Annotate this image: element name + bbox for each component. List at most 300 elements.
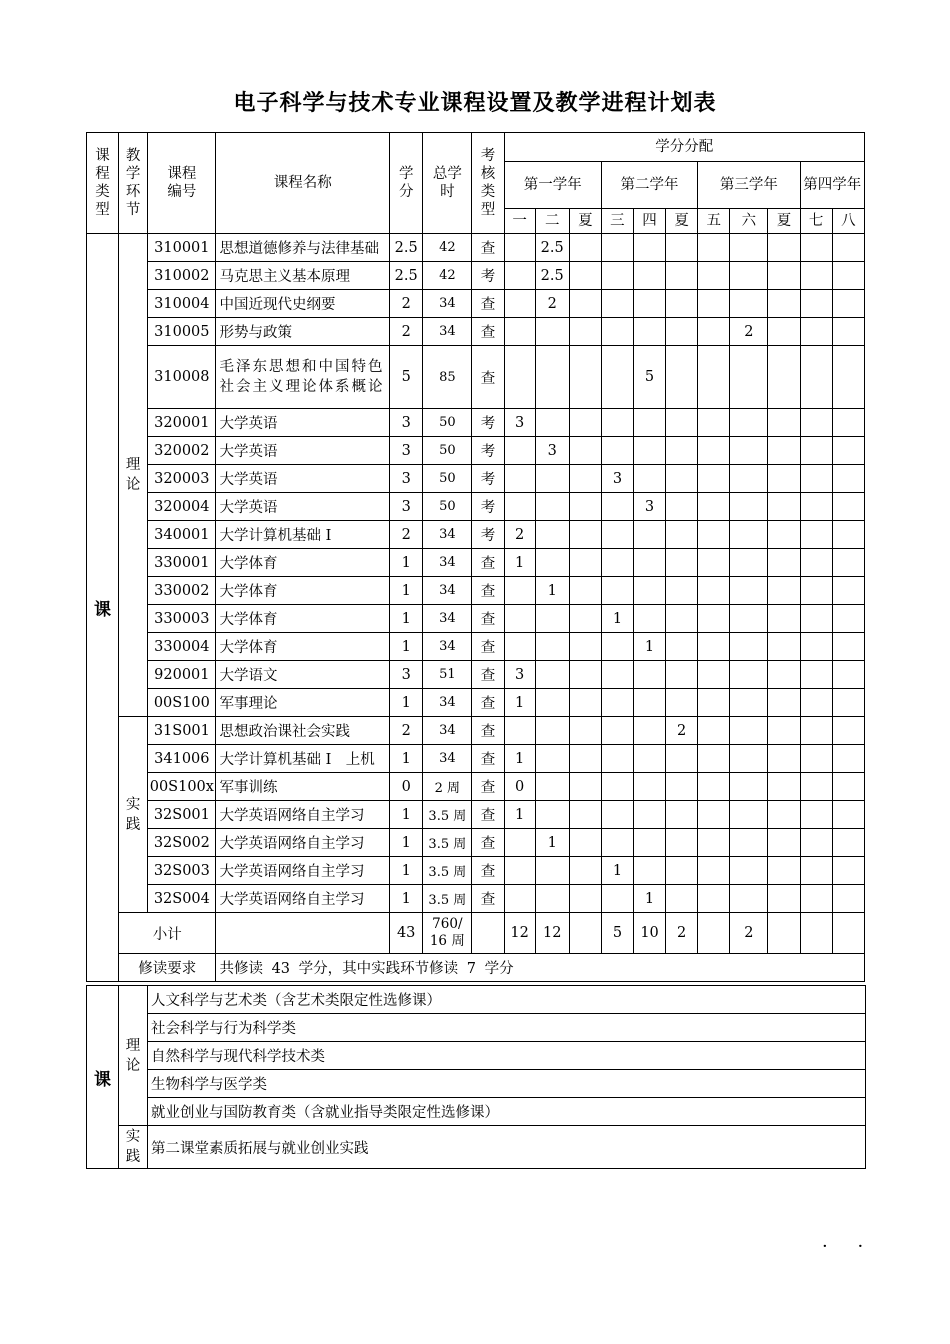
term-credit [768,801,800,829]
header-term: 八 [832,209,864,234]
term-credit [698,829,730,857]
course-name: 毛泽东思想和中国特色社会主义理论体系概论 [216,346,390,409]
term-credit: 1 [601,605,633,633]
term-credit [633,661,665,689]
term-credit [569,234,601,262]
requirement-text: 共修读 43 学分，其中实践环节修读 7 学分 [216,954,865,982]
page-title: 电子科学与技术专业课程设置及教学进程计划表 [233,91,717,116]
course-exam: 考 [472,465,504,493]
term-credit [800,290,832,318]
subtotal-term: 5 [601,913,633,954]
term-credit [601,633,633,661]
term-credit [730,745,768,773]
header-term: 二 [535,209,569,234]
course-name: 军事理论 [216,689,390,717]
term-credit [768,521,800,549]
term-credit [504,346,535,409]
term-credit [800,521,832,549]
course-exam: 查 [472,346,504,409]
term-credit [832,290,864,318]
term-credit [504,885,535,913]
course-name: 大学语文 [216,661,390,689]
elective-row [87,1070,866,1098]
term-credit [832,689,864,717]
course-hours: 50 [423,493,472,521]
course-hours: 34 [423,577,472,605]
course-code: 320004 [148,493,216,521]
term-credit [666,549,698,577]
course-credit: 1 [390,633,423,661]
term-credit [569,577,601,605]
term-credit [633,521,665,549]
header-year1: 第一学年 [504,162,601,209]
term-credit [832,633,864,661]
term-credit [698,605,730,633]
header-exam-type: 考核类型 [472,133,504,234]
course-hours: 42 [423,234,472,262]
term-credit [698,549,730,577]
term-credit: 1 [535,577,569,605]
term-credit [535,717,569,745]
course-type-label: 课 [87,234,119,982]
term-credit [535,549,569,577]
course-credit: 3 [390,465,423,493]
term-credit [666,857,698,885]
term-credit [666,318,698,346]
course-row [87,829,865,857]
course-credit: 2 [390,290,423,318]
term-credit [768,689,800,717]
term-credit [730,689,768,717]
term-credit [768,465,800,493]
subtotal-term [698,913,730,954]
term-credit [768,745,800,773]
term-credit [504,234,535,262]
term-credit [569,318,601,346]
term-credit [832,717,864,745]
course-row [87,234,865,262]
term-credit [601,346,633,409]
header-total-hours: 总学时 [423,133,472,234]
course-exam: 查 [472,577,504,605]
course-credit: 2.5 [390,234,423,262]
term-credit [832,829,864,857]
term-credit [698,234,730,262]
course-row [87,689,865,717]
term-credit [768,437,800,465]
course-hours: 34 [423,745,472,773]
term-credit [698,885,730,913]
term-credit [768,633,800,661]
header-term: 夏 [666,209,698,234]
term-credit [601,521,633,549]
term-credit: 1 [633,633,665,661]
term-credit [832,577,864,605]
term-credit [633,801,665,829]
course-credit: 0 [390,773,423,801]
term-credit [535,745,569,773]
term-credit: 2 [504,521,535,549]
term-credit [730,885,768,913]
term-credit [800,549,832,577]
course-code: 330001 [148,549,216,577]
course-credit: 1 [390,745,423,773]
course-hours: 51 [423,661,472,689]
course-code: 330002 [148,577,216,605]
header-term: 六 [730,209,768,234]
term-credit [601,885,633,913]
term-credit [730,549,768,577]
course-row [87,745,865,773]
course-row [87,290,865,318]
term-credit: 1 [535,829,569,857]
course-hours: 34 [423,521,472,549]
term-credit [768,885,800,913]
elective-table [86,985,866,1169]
term-credit [569,290,601,318]
term-credit [666,437,698,465]
course-name: 形势与政策 [216,318,390,346]
header-term: 五 [698,209,730,234]
course-code: 310005 [148,318,216,346]
term-credit: 2 [535,290,569,318]
course-exam: 考 [472,437,504,465]
term-credit [504,318,535,346]
term-credit [601,549,633,577]
course-exam: 考 [472,262,504,290]
term-credit [730,633,768,661]
term-credit [666,633,698,661]
course-code: 320002 [148,437,216,465]
elective-row [87,1098,866,1126]
term-credit [698,409,730,437]
term-credit [832,465,864,493]
course-exam: 查 [472,318,504,346]
term-credit [800,262,832,290]
term-credit [768,318,800,346]
course-exam: 查 [472,290,504,318]
term-credit: 1 [504,549,535,577]
course-code: 32S002 [148,829,216,857]
course-code: 00S100 [148,689,216,717]
term-credit [601,290,633,318]
course-name: 大学体育 [216,577,390,605]
header-course-type: 课程类型 [87,133,119,234]
term-credit: 1 [504,745,535,773]
term-credit [730,801,768,829]
term-credit [832,521,864,549]
term-credit [768,409,800,437]
term-credit [504,605,535,633]
term-credit: 5 [633,346,665,409]
term-credit [666,346,698,409]
term-credit [535,493,569,521]
elective-item: 生物科学与医学类 [148,1070,866,1098]
course-code: 310001 [148,234,216,262]
course-exam: 查 [472,549,504,577]
term-credit [800,773,832,801]
course-hours: 50 [423,437,472,465]
term-credit [633,465,665,493]
course-row [87,409,865,437]
course-credit: 1 [390,605,423,633]
term-credit [800,409,832,437]
term-credit [730,717,768,745]
course-row [87,493,865,521]
term-credit [535,773,569,801]
term-credit: 0 [504,773,535,801]
term-credit [666,465,698,493]
term-credit [800,689,832,717]
course-credit: 1 [390,577,423,605]
course-row [87,577,865,605]
elective-item: 自然科学与现代科学技术类 [148,1042,866,1070]
term-credit: 1 [504,801,535,829]
term-credit [601,801,633,829]
course-row [87,346,865,409]
course-exam: 查 [472,745,504,773]
header-year4: 第四学年 [800,162,864,209]
subtotal-term: 12 [504,913,535,954]
term-credit [666,885,698,913]
course-row [87,605,865,633]
course-row [87,773,865,801]
course-hours: 3.5 周 [423,829,472,857]
subtotal-term [800,913,832,954]
header-term: 夏 [569,209,601,234]
course-exam: 查 [472,633,504,661]
term-credit: 2.5 [535,234,569,262]
course-exam: 查 [472,885,504,913]
course-exam: 查 [472,773,504,801]
subtotal-row [87,913,865,954]
course-exam: 查 [472,717,504,745]
course-name: 大学英语网络自主学习 [216,801,390,829]
term-credit [569,465,601,493]
term-credit [800,437,832,465]
elective-practice-label: 实践 [119,1126,148,1169]
term-credit [504,262,535,290]
course-credit: 3 [390,661,423,689]
course-name: 大学英语网络自主学习 [216,829,390,857]
course-code: 32S003 [148,857,216,885]
term-credit [569,409,601,437]
term-credit [504,290,535,318]
term-credit [698,717,730,745]
term-credit [698,689,730,717]
term-credit: 1 [601,857,633,885]
subtotal-empty [216,913,390,954]
course-name: 思想道德修养与法律基础 [216,234,390,262]
elective-row [87,986,866,1014]
term-credit [666,829,698,857]
term-credit [832,773,864,801]
term-credit [601,717,633,745]
term-credit [633,234,665,262]
course-code: 310008 [148,346,216,409]
term-credit [633,773,665,801]
term-credit [832,493,864,521]
term-credit [800,633,832,661]
course-hours: 85 [423,346,472,409]
course-row [87,801,865,829]
course-row [87,717,865,745]
course-hours: 50 [423,409,472,437]
header-teaching-link: 教学环节 [119,133,148,234]
header-course-name: 课程名称 [216,133,390,234]
course-plan-table [86,132,865,982]
term-credit [730,521,768,549]
term-credit [666,290,698,318]
course-code: 00S100x [148,773,216,801]
term-credit [666,605,698,633]
term-credit [730,493,768,521]
term-credit [800,318,832,346]
term-credit [633,262,665,290]
term-credit [768,661,800,689]
term-credit [832,549,864,577]
course-hours: 34 [423,633,472,661]
course-row [87,318,865,346]
subtotal-term [569,913,601,954]
term-credit [633,409,665,437]
term-credit [504,577,535,605]
course-credit: 2 [390,521,423,549]
term-credit [666,493,698,521]
term-credit [730,857,768,885]
term-credit [633,290,665,318]
course-row [87,437,865,465]
course-credit: 1 [390,885,423,913]
course-credit: 3 [390,493,423,521]
term-credit [633,745,665,773]
term-credit [800,829,832,857]
term-credit [768,857,800,885]
term-credit [601,661,633,689]
course-hours: 34 [423,549,472,577]
term-credit [698,773,730,801]
course-row [87,885,865,913]
term-credit [800,234,832,262]
term-credit [666,521,698,549]
term-credit [535,318,569,346]
term-credit [504,493,535,521]
term-credit [768,773,800,801]
term-credit [504,857,535,885]
term-credit [832,745,864,773]
term-credit [730,409,768,437]
theory-link-label: 理论 [119,234,148,717]
elective-type-label: 课 [87,986,119,1169]
header-credit: 学分 [390,133,423,234]
term-credit [569,829,601,857]
term-credit [601,493,633,521]
course-credit: 1 [390,829,423,857]
term-credit [535,661,569,689]
term-credit: 3 [504,661,535,689]
subtotal-exam-empty [472,913,504,954]
term-credit: 2.5 [535,262,569,290]
course-hours: 3.5 周 [423,801,472,829]
course-hours: 2 周 [423,773,472,801]
elective-item: 第二课堂素质拓展与就业创业实践 [148,1126,866,1169]
term-credit [569,633,601,661]
term-credit [601,577,633,605]
term-credit [666,801,698,829]
course-code: 330004 [148,633,216,661]
course-credit: 1 [390,689,423,717]
term-credit [504,633,535,661]
term-credit: 2 [666,717,698,745]
course-exam: 查 [472,234,504,262]
subtotal-term: 2 [730,913,768,954]
term-credit [535,689,569,717]
elective-row [87,1042,866,1070]
header-term: 四 [633,209,665,234]
course-exam: 查 [472,801,504,829]
course-name: 大学英语 [216,437,390,465]
term-credit [569,717,601,745]
term-credit [633,829,665,857]
course-name: 大学体育 [216,633,390,661]
course-name: 大学计算机基础 I 上机 [216,745,390,773]
term-credit [633,717,665,745]
course-row [87,549,865,577]
term-credit [730,346,768,409]
term-credit [601,262,633,290]
header-term: 三 [601,209,633,234]
term-credit [601,745,633,773]
course-hours: 34 [423,290,472,318]
term-credit [730,661,768,689]
term-credit [768,493,800,521]
term-credit [800,493,832,521]
course-name: 大学体育 [216,549,390,577]
term-credit [730,437,768,465]
term-credit [768,829,800,857]
course-exam: 查 [472,605,504,633]
term-credit [698,633,730,661]
course-credit: 1 [390,549,423,577]
header-year3: 第三学年 [698,162,800,209]
course-hours: 3.5 周 [423,885,472,913]
term-credit [800,465,832,493]
header-course-code: 课程编号 [148,133,216,234]
subtotal-term: 12 [535,913,569,954]
requirement-row [87,954,865,982]
course-hours: 34 [423,605,472,633]
course-name: 大学英语网络自主学习 [216,885,390,913]
term-credit [730,829,768,857]
term-credit [633,549,665,577]
course-code: 320001 [148,409,216,437]
term-credit [666,234,698,262]
term-credit [633,437,665,465]
term-credit [535,857,569,885]
elective-row [87,1014,866,1042]
term-credit: 3 [633,493,665,521]
term-credit [730,262,768,290]
term-credit [832,318,864,346]
elective-item: 就业创业与国防教育类（含就业指导类限定性选修课） [148,1098,866,1126]
course-row [87,262,865,290]
term-credit [800,346,832,409]
term-credit [730,773,768,801]
term-credit [800,661,832,689]
subtotal-hours: 760/ 16 周 [423,913,472,954]
term-credit [666,745,698,773]
course-row [87,633,865,661]
